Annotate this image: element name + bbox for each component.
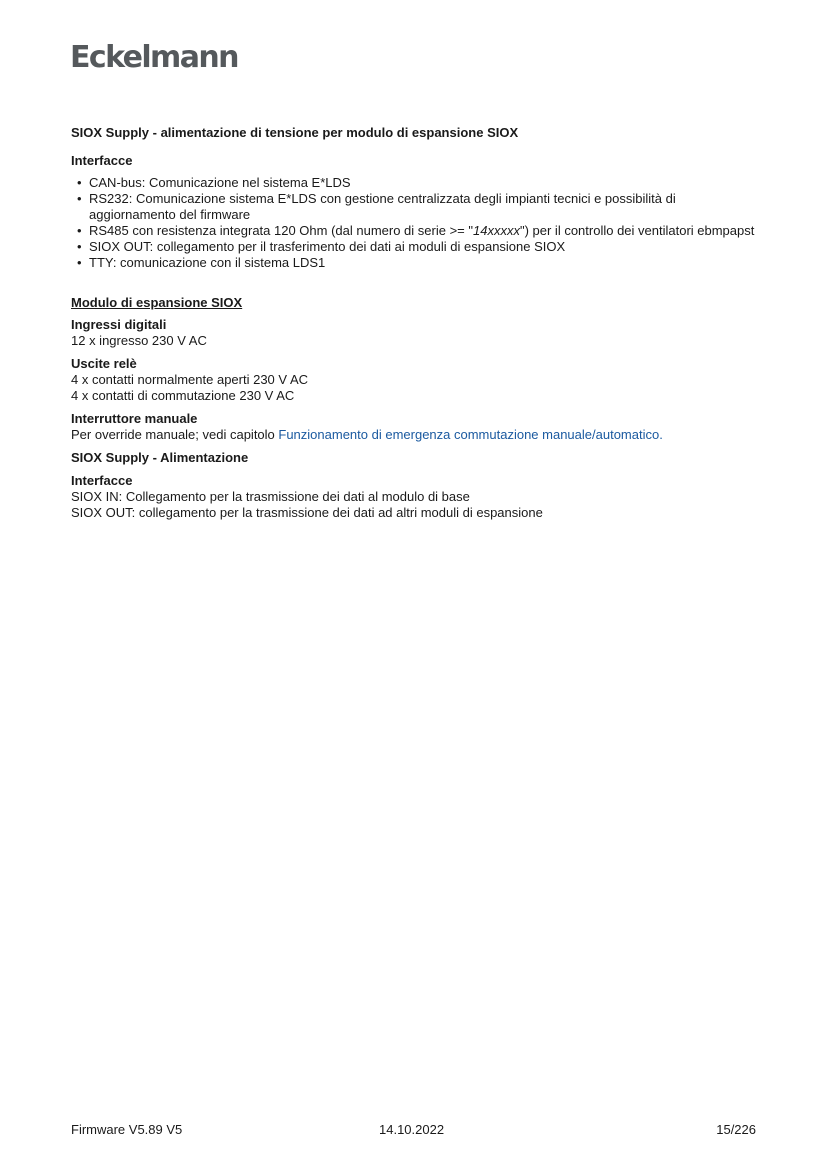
relay-outputs-line: 4 x contatti di commutazione 230 V AC [71, 388, 295, 403]
relay-outputs-heading: Uscite relè [71, 356, 137, 371]
list-item: • TTY: comunicazione con il sistema LDS1 [71, 255, 761, 271]
interfaces-list [71, 175, 761, 271]
manual-switch-text: Per override manuale; vedi capitolo Funzionamento di emergenza commutazione manuale/automatico. [71, 427, 663, 442]
list-item: • RS232: Comunicazione sistema E*LDS con gestione centralizzata degli impianti tecnici e possibilità di aggiornamento del firmware [71, 191, 761, 223]
supply-line: SIOX OUT: collegamento per la trasmissione dei dati ad altri moduli di espansione [71, 505, 543, 520]
list-item: • RS485 con resistenza integrata 120 Ohm (dal numero di serie >= "14xxxxx") per il controllo dei ventilatori ebmpapst [71, 223, 761, 239]
footer-firmware: Firmware V5.89 V5 [71, 1122, 183, 1137]
serial-number: 14xxxxx [473, 223, 520, 238]
emergency-operation-link[interactable]: Funzionamento di emergenza commutazione manuale/automatico. [278, 427, 663, 442]
footer-date: 14.10.2022 [379, 1122, 445, 1137]
footer-page-number: 15/226 [716, 1122, 756, 1137]
list-item: • SIOX OUT: collegamento per il trasferimento dei dati ai moduli di espansione SIOX [71, 239, 761, 255]
digital-inputs-heading: Ingressi digitali [71, 317, 167, 332]
supply-heading: SIOX Supply - Alimentazione [71, 450, 249, 465]
digital-inputs-text: 12 x ingresso 230 V AC [71, 333, 207, 348]
section-title-siox-supply: SIOX Supply - alimentazione di tensione per modulo di espansione SIOX [71, 125, 519, 140]
eckelmann-logo: Eckelmann [70, 40, 238, 75]
supply-interfaces-heading: Interfacce [71, 473, 133, 488]
interfaces-heading: Interfacce [71, 153, 133, 168]
manual-switch-heading: Interruttore manuale [71, 411, 198, 426]
supply-line: SIOX IN: Collegamento per la trasmissione dei dati al modulo di base [71, 489, 470, 504]
relay-outputs-line: 4 x contatti normalmente aperti 230 V AC [71, 372, 309, 387]
section-title-expansion-module: Modulo di espansione SIOX [71, 295, 243, 310]
document-body [71, 125, 761, 521]
list-item: • CAN-bus: Comunicazione nel sistema E*LDS [71, 175, 761, 191]
